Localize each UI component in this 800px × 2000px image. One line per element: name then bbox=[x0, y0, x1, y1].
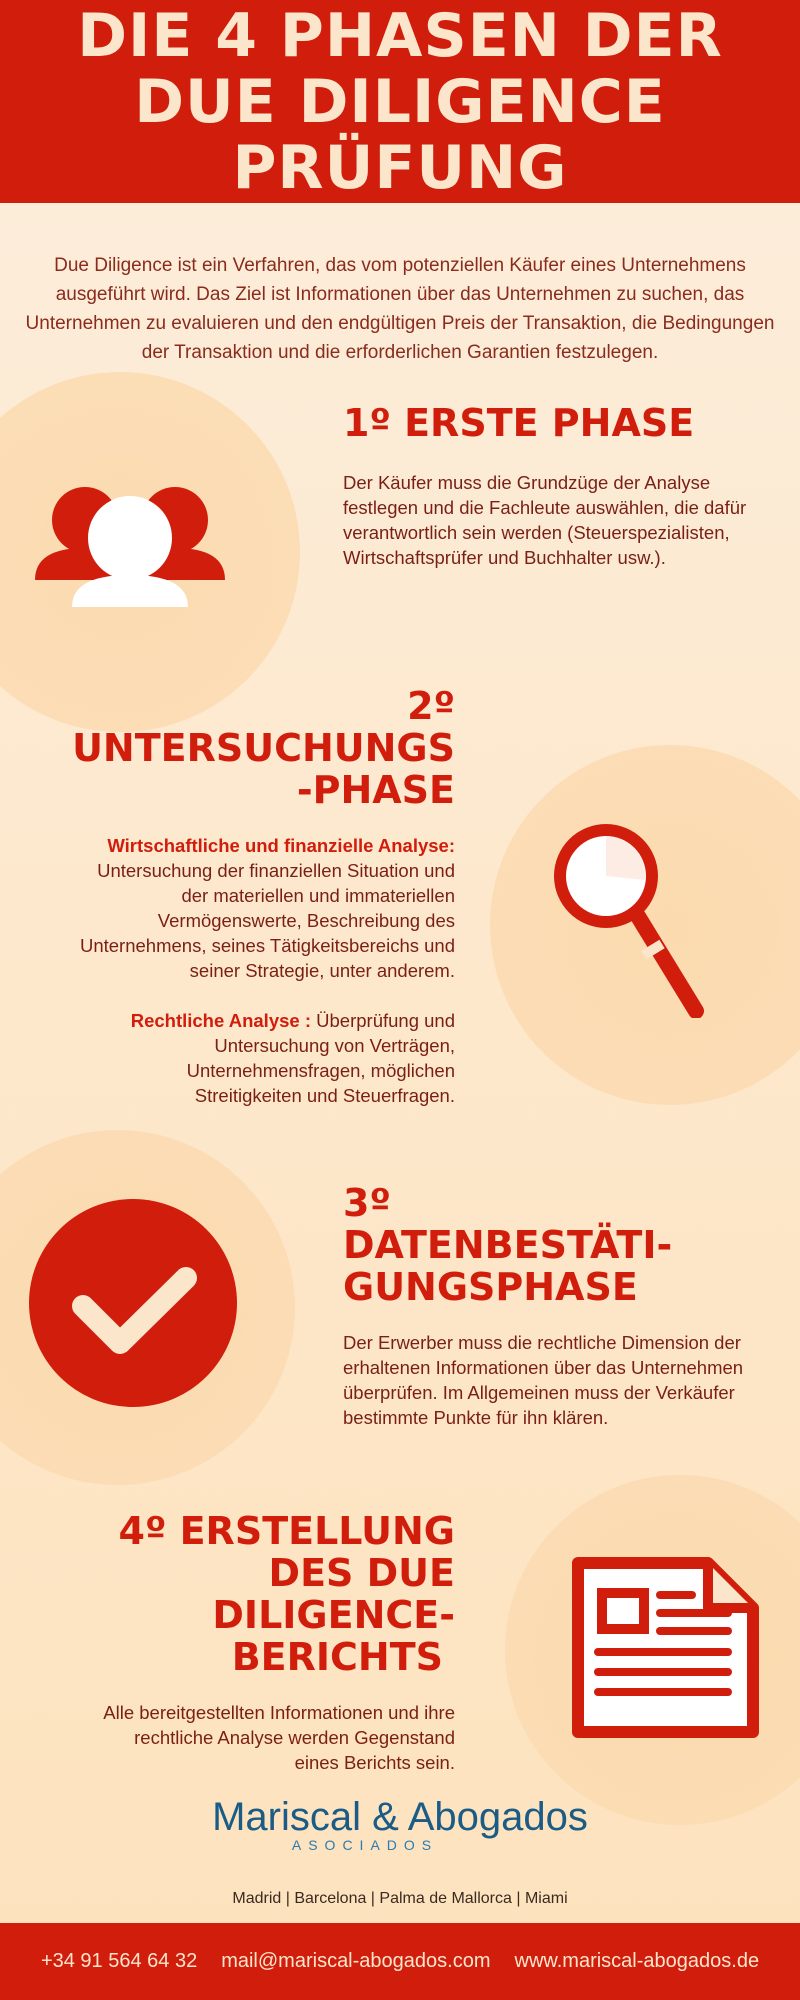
phase-4-title-line: 4º ERSTELLUNG bbox=[118, 1509, 455, 1553]
document-icon bbox=[568, 1555, 763, 1740]
website-link[interactable]: www.mariscal-abogados.de bbox=[514, 1950, 760, 1972]
checkmark-icon bbox=[28, 1198, 238, 1408]
phase-2-title-line: 2º bbox=[407, 684, 455, 728]
phase-3-title bbox=[343, 1182, 672, 1308]
legal-analysis-label: Rechtliche Analyse : bbox=[130, 1010, 311, 1031]
page-title: DIE 4 PHASEN DER DUE DILIGENCE PRÜFUNG bbox=[77, 0, 723, 203]
phase-3-title-line: DATENBESTÄTI- bbox=[343, 1223, 673, 1267]
phase-2-title-line: UNTERSUCHUNGS bbox=[72, 726, 455, 770]
phase-1-text: Der Käufer muss die Grundzüge der Analyse festlegen und die Fachleute auswählen, die dafür verantwortlich sein werden (Steuerspezialisten, Wirtschaftsprüfer und Buchhalter usw.). bbox=[343, 472, 747, 568]
phase-4-title-line: DES DUE bbox=[268, 1551, 455, 1595]
phase-4-title-line: BERICHTS bbox=[231, 1635, 443, 1679]
phase-2-title bbox=[60, 685, 455, 811]
people-icon bbox=[30, 480, 230, 615]
phase-3-title-line: 3º bbox=[343, 1181, 391, 1225]
logo-name: Mariscal & Abogados bbox=[212, 1795, 588, 1839]
phase-2-text bbox=[75, 833, 455, 1108]
phase-4-text: Alle bereitgestellten Informationen und ihre rechtliche Analyse werden Gegenstand eines Berichts sein. bbox=[103, 1702, 455, 1773]
company-logo bbox=[0, 1795, 800, 1853]
contact-footer bbox=[0, 1923, 800, 2000]
phone-number[interactable]: +34 91 564 64 32 bbox=[40, 1950, 198, 1972]
magnifier-icon bbox=[548, 818, 708, 1018]
economic-analysis-label: Wirtschaftliche und finanzielle Analyse: bbox=[107, 835, 455, 856]
intro-text: Due Diligence ist ein Verfahren, das vom potenziellen Käufer eines Unternehmens ausgeführt wird. Das Ziel ist Informationen über das Unternehmen zu suchen, das Unternehmen zu evaluieren und den endgültigen Preis der Transaktion, die Bedingungen der Transaktion und die erforderlichen Garantien festzulegen. bbox=[25, 255, 775, 363]
economic-analysis-text: Untersuchung der finanziellen Situation und der materiellen und immateriellen Vermögenswerte, Beschreibung des Unternehmens, seines Tätigkeitsbereichs und seiner Strategie, unter anderem. bbox=[79, 860, 455, 981]
phase-1-title: 1º ERSTE PHASE bbox=[343, 401, 695, 445]
email-link[interactable]: mail@mariscal-abogados.com bbox=[221, 1950, 491, 1972]
economic-analysis-paragraph bbox=[75, 833, 455, 983]
legal-analysis-text: Überprüfung und Untersuchung von Verträgen, Unternehmensfragen, möglichen Streitigkeiten und Steuerfragen. bbox=[186, 1010, 455, 1106]
office-cities: Madrid | Barcelona | Palma de Mallorca | Miami bbox=[232, 1890, 568, 1907]
header-banner bbox=[0, 0, 800, 203]
phase-2-title-line: -PHASE bbox=[296, 768, 455, 812]
phase-4-title bbox=[60, 1510, 455, 1678]
phase-3-title-line: GUNGSPHASE bbox=[343, 1265, 638, 1309]
phase-3-text: Der Erwerber muss die rechtliche Dimension der erhaltenen Informationen über das Unternehmen überprüfen. Im Allgemeinen muss der Verkäufer bestimmte Punkte für ihn klären. bbox=[343, 1332, 744, 1428]
legal-analysis-paragraph bbox=[75, 1008, 455, 1108]
phase-4-title-line: DILIGENCE- bbox=[212, 1593, 455, 1637]
logo-subtitle: ASOCIADOS bbox=[291, 1837, 439, 1853]
